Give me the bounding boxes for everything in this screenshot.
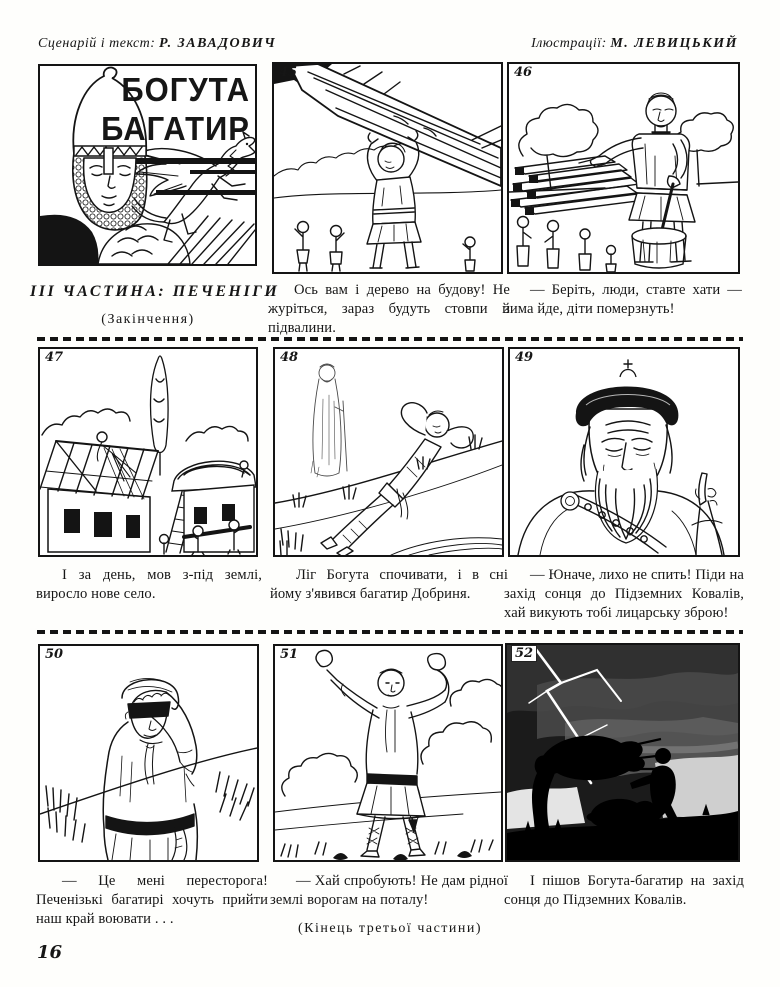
panel-47	[38, 347, 258, 557]
comic-title-line2: БАГАТИР	[101, 109, 250, 148]
panel-52-illustration	[507, 645, 738, 860]
part-title: ІІІ ЧАСТИНА: ПЕЧЕНІГИ	[30, 283, 280, 300]
panel-47-number: 47	[45, 350, 64, 365]
panel-51-illustration	[275, 646, 501, 860]
panel-51-caption: — Хай спробують! Не дам рідної землі ворогам на поталу!	[270, 873, 508, 908]
panel-49	[508, 347, 740, 557]
comic-title	[101, 71, 250, 149]
panel-50-number: 50	[45, 647, 64, 662]
panel-48-illustration	[275, 349, 502, 555]
panel-46-illustration	[509, 64, 738, 272]
comic-title-line1: БОГУТА	[121, 71, 250, 109]
panel-52-caption: І пішов Богута-багатир на захід сонця до Підземних Ковалів.	[504, 873, 744, 908]
panel-49-caption: — Юначе, лихо не спить! Піди на захід сонця до Підземних Ковалів, хай викують тобі лицарську зброю!	[504, 567, 744, 621]
panel-46-caption: — Беріть, люди, ставте хати — зима йде, діти померзнуть!	[504, 282, 742, 317]
panel-50-illustration	[40, 646, 257, 860]
panel-45-caption: Ось вам і дерево на будову! Не журіться, зараз будуть стовпи й підвалини.	[268, 282, 510, 336]
panel-51-number: 51	[280, 647, 299, 662]
panel-48	[273, 347, 504, 557]
panel-45	[272, 62, 503, 274]
dashed-divider-1	[37, 337, 743, 341]
panel-48-caption: Ліг Богута спочивати, і в сні йому з'явився багатир Добриня.	[270, 567, 508, 602]
credit-illustration-name: М. ЛЕВИЦЬКИЙ	[610, 36, 738, 51]
credit-illustration	[531, 36, 738, 52]
dashed-divider-2	[37, 630, 743, 634]
panel-50	[38, 644, 259, 862]
panel-52-number: 52	[512, 646, 536, 661]
panel-47-caption: І за день, мов з-під землі, виросло нове село.	[36, 567, 262, 602]
panel-49-illustration	[510, 349, 738, 555]
panel-45-illustration	[274, 64, 501, 272]
panel-46	[507, 62, 740, 274]
panel-49-number: 49	[515, 350, 534, 365]
credit-script-role: Сценарій і текст:	[38, 36, 156, 51]
panel-47-illustration	[40, 349, 256, 555]
panel-46-number: 46	[514, 65, 533, 80]
panel-50-caption: — Це мені пересторога! Печенізькі багатирі хочуть прийти наш край воювати . . .	[36, 873, 268, 927]
title-panel	[38, 64, 257, 266]
panel-52	[505, 643, 740, 862]
end-note: (Кінець третьої частини)	[297, 921, 483, 936]
part-subtitle: (Закінчення)	[101, 312, 195, 327]
panel-45-number: 45	[279, 65, 298, 80]
panel-48-number: 48	[280, 350, 299, 365]
credit-script	[38, 36, 276, 52]
credit-illustration-role: Ілюстрації:	[531, 36, 607, 51]
credit-script-name: Р. ЗАВАДОВИЧ	[158, 36, 277, 51]
page-number: 16	[37, 942, 63, 963]
panel-51	[273, 644, 503, 862]
